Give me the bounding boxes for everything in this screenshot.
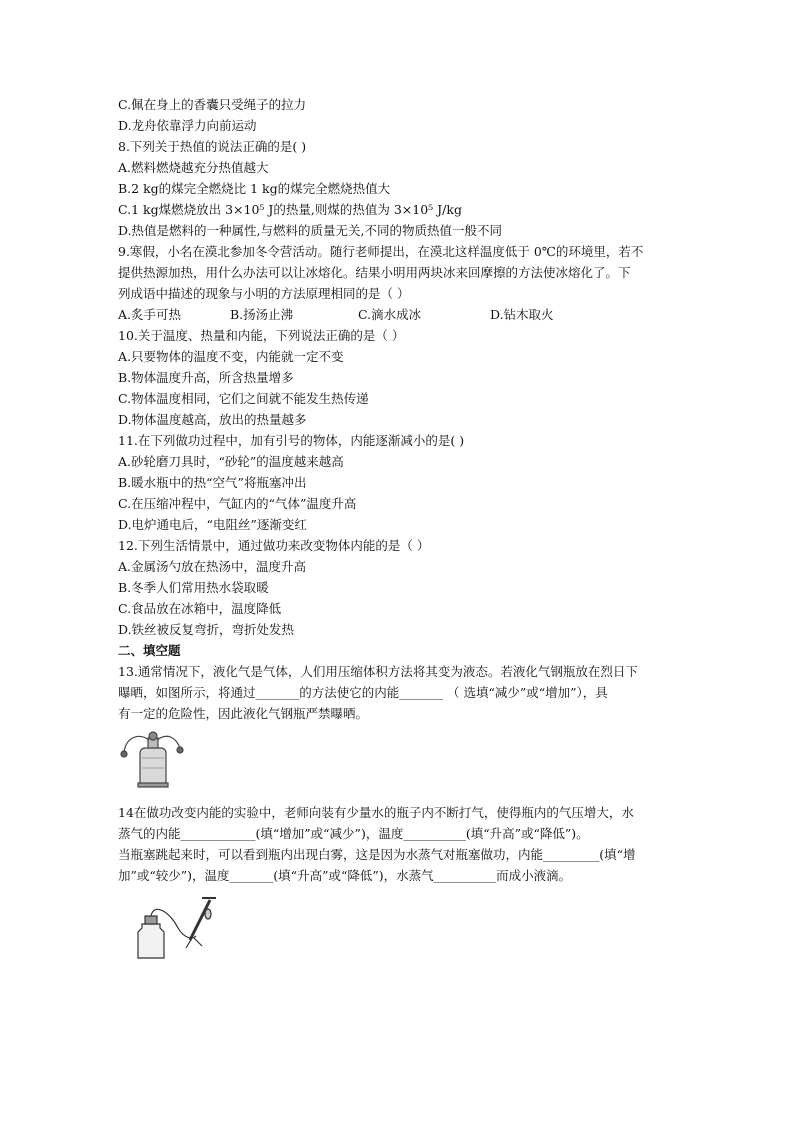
q9-option-b: B.扬汤止沸 — [230, 307, 294, 322]
q11-option-b: B.暖水瓶中的热“空气”将瓶塞冲出 — [118, 475, 307, 490]
q9-stem-line-2: 提供热源加热，用什么办法可以让冰熔化。结果小明用两块冰来回摩擦的方法使冰熔化了。下 — [118, 265, 631, 280]
q13-line-2: 曝晒，如图所示，将通过_______的方法使它的内能_______ （ 选填“减少”或“增加”），具 — [118, 685, 608, 700]
q11-option-c: C.在压缩冲程中，气缸内的“气体”温度升高 — [118, 496, 357, 511]
q13-line-3: 有一定的危险性，因此液化气钢瓶严禁曝晒。 — [118, 706, 369, 721]
q10-stem: 10.关于温度、热量和内能，下列说法正确的是（ ） — [118, 328, 405, 343]
q12-option-a: A.金属汤勺放在热汤中，温度升高 — [118, 559, 307, 574]
q8-option-c: C.1 kg煤燃烧放出 3×10⁵ J的热量,则煤的热值为 3×10⁵ J/kg — [118, 202, 462, 217]
q7-option-d: D.龙舟依靠浮力向前运动 — [118, 118, 257, 133]
bottle-pump-figure — [130, 892, 230, 964]
q8-option-d: D.热值是燃料的一种属性,与燃料的质量无关,不同的物质热值一般不同 — [118, 223, 502, 238]
q14-line-1: 14在做功改变内能的实验中，老师向装有少量水的瓶子内不断打气，使得瓶内的气压增大，水 — [118, 805, 634, 820]
q13-line-1: 13.通常情况下，液化气是气体，人们用压缩体积方法将其变为液态。若液化气钢瓶放在烈日下 — [118, 664, 638, 679]
q11-stem: 11.在下列做功过程中，加有引号的物体，内能逐渐减小的是( ) — [118, 433, 465, 448]
q9-stem-line-1: 9.寒假，小名在漠北参加冬令营活动。随行老师提出，在漠北这样温度低于 0℃的环境里，若不 — [118, 244, 644, 259]
q10-option-b: B.物体温度升高，所含热量增多 — [118, 370, 294, 385]
q14-line-3: 当瓶塞跳起来时，可以看到瓶内出现白雾，这是因为水蒸气对瓶塞做功，内能_________(填“增 — [118, 847, 636, 862]
q9-stem-line-3: 列成语中描述的现象与小明的方法原理相同的是（ ） — [118, 286, 410, 301]
q10-option-d: D.物体温度越高，放出的热量越多 — [118, 412, 307, 427]
q11-option-a: A.砂轮磨刀具时，“砂轮”的温度越来越高 — [118, 454, 344, 469]
q7-option-c: C.佩在身上的香囊只受绳子的拉力 — [118, 97, 307, 112]
q12-option-b: B.冬季人们常用热水袋取暖 — [118, 580, 269, 595]
section-title: 二、填空题 — [118, 643, 181, 658]
q9-option-a: A.炙手可热 — [118, 307, 182, 322]
q8-option-b: B.2 kg的煤完全燃烧比 1 kg的煤完全燃烧热值大 — [118, 181, 391, 196]
q9-option-c: C.滴水成冰 — [358, 307, 422, 322]
q10-option-c: C.物体温度相同，它们之间就不能发生热传递 — [118, 391, 369, 406]
q8-option-a: A.燃料燃烧越充分热值越大 — [118, 160, 269, 175]
q8-stem: 8.下列关于热值的说法正确的是( ) — [118, 139, 307, 154]
q9-option-d: D.钻木取火 — [490, 307, 554, 322]
q12-option-c: C.食品放在冰箱中，温度降低 — [118, 601, 282, 616]
q12-stem: 12.下列生活情景中，通过做功来改变物体内能的是（ ） — [118, 538, 430, 553]
q10-option-a: A.只要物体的温度不变，内能就一定不变 — [118, 349, 344, 364]
gas-cylinder-figure — [118, 728, 190, 790]
q11-option-d: D.电炉通电后，“电阻丝”逐渐变红 — [118, 517, 307, 532]
q14-line-4: 加”或“较少”)，温度_______(填“升高”或“降低”)，水蒸气__________而成小液滴。 — [118, 868, 572, 883]
q12-option-d: D.铁丝被反复弯折，弯折处发热 — [118, 622, 295, 637]
q14-line-2: 蒸气的内能____________(填“增加”或“减少”)，温度__________(填“升高”或“降低”)。 — [118, 826, 589, 841]
